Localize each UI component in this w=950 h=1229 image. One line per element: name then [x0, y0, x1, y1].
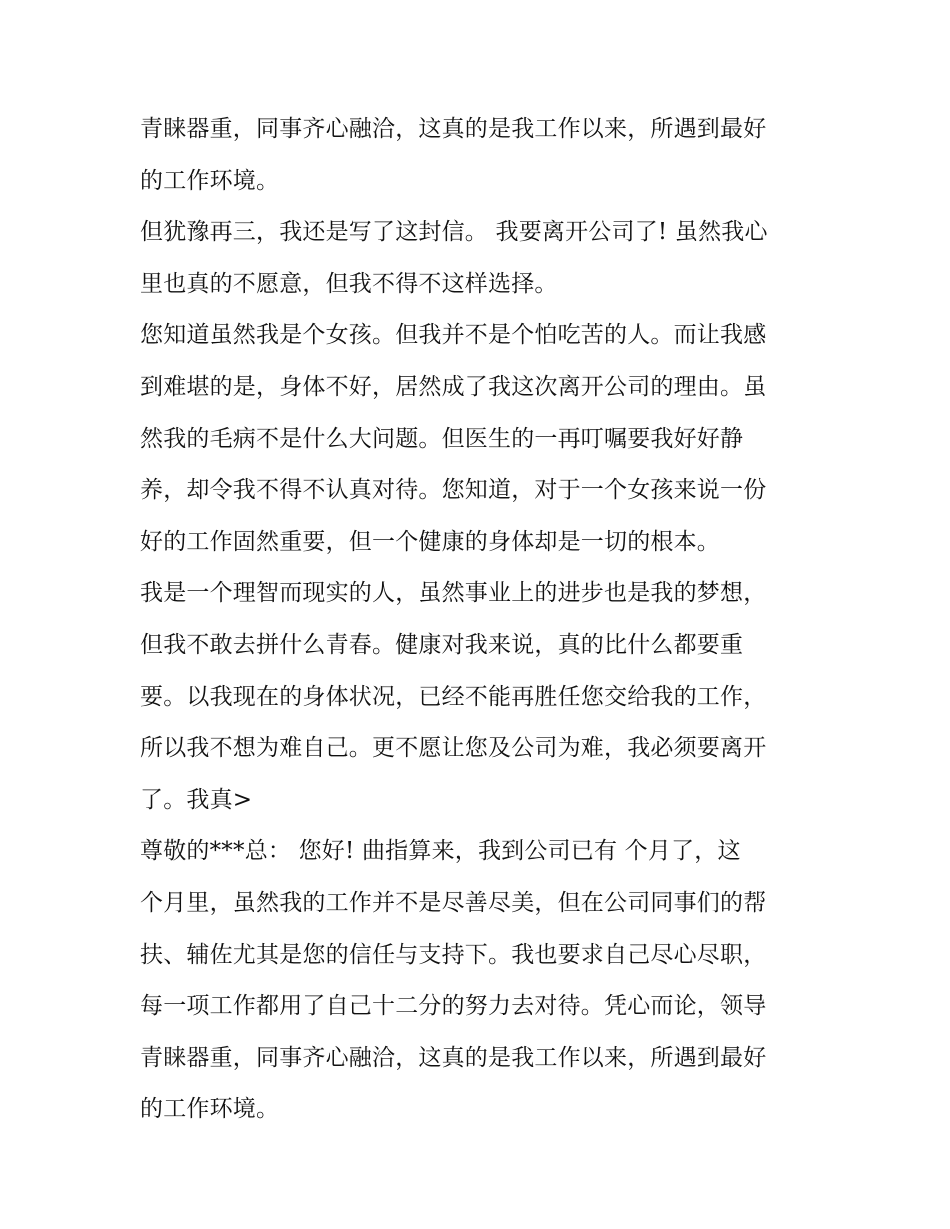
text-line: 要。以我现在的身体状况，已经不能再胜任您交给我的工作，: [140, 683, 767, 710]
text-line: 青睐器重，同事齐心融洽，这真的是我工作以来，所遇到最好: [140, 1044, 767, 1071]
text-line: 然我的毛病不是什么大问题。但医生的一再叮嘱要我好好静: [140, 425, 744, 452]
text-line: 您知道虽然我是个女孩。但我并不是个怕吃苦的人。而让我感: [140, 322, 767, 349]
text-line: 但犹豫再三，我还是写了这封信。 我要离开公司了! 虽然我心: [140, 219, 768, 246]
text-line: 到难堪的是，身体不好，居然成了我这次离开公司的理由。虽: [140, 373, 767, 400]
text-line: 个月里，虽然我的工作并不是尽善尽美，但在公司同事们的帮: [140, 889, 767, 916]
text-line: 但我不敢去拼什么青春。健康对我来说，真的比什么都要重: [140, 631, 744, 658]
text-line: 所以我不想为难自己。更不愿让您及公司为难，我必须要离开: [140, 735, 767, 762]
text-line: 每一项工作都用了自己十二分的努力去对待。凭心而论，领导: [140, 993, 767, 1020]
text-line: 的工作环境。: [140, 167, 280, 194]
text-line: 里也真的不愿意，但我不得不这样选择。: [140, 270, 558, 297]
text-line: 扶、辅佐尤其是您的信任与支持下。我也要求自己尽心尽职，: [140, 941, 767, 968]
text-line: 了。我真>: [140, 786, 253, 813]
text-line: 的工作环境。: [140, 1096, 280, 1123]
text-line: 我是一个理智而现实的人，虽然事业上的进步也是我的梦想，: [140, 580, 767, 607]
text-line: 养，却令我不得不认真对待。您知道，对于一个女孩来说一份: [140, 477, 767, 504]
document-body: [140, 104, 820, 1136]
text-line: 好的工作固然重要，但一个健康的身体却是一切的根本。: [140, 528, 720, 555]
text-line: 青睐器重，同事齐心融洽，这真的是我工作以来，所遇到最好: [140, 116, 767, 142]
text-line: 尊敬的***总： 您好! 曲指算来，我到公司已有 个月了，这: [140, 838, 741, 865]
